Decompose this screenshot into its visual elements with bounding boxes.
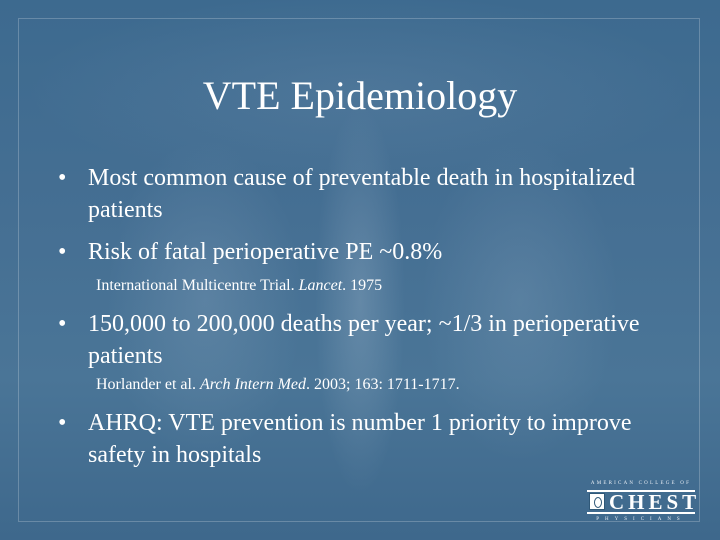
- slide-title: VTE Epidemiology: [202, 73, 518, 118]
- chest-logo: [587, 481, 701, 527]
- citation: [96, 375, 460, 395]
- citation-journal: Lancet: [298, 277, 343, 294]
- bullet-marker: •: [58, 165, 67, 191]
- citation-authors: Horlander et al.: [96, 376, 200, 393]
- citation: [96, 276, 382, 296]
- citation-authors: International Multicentre Trial.: [96, 277, 299, 294]
- bullet-text: 150,000 to 200,000 deaths per year; ~1/3 in perioperative patients: [88, 311, 640, 369]
- logo-wordmark: CHEST: [609, 490, 701, 514]
- citation-details: . 1975: [342, 277, 383, 294]
- logo-top-text: AMERICAN COLLEGE OF: [590, 481, 692, 486]
- bullet-text: Most common cause of preventable death in hospitalized patients: [88, 165, 636, 223]
- bullet-marker: •: [58, 410, 67, 436]
- logo-emblem-icon: [589, 493, 605, 510]
- bullet-marker: •: [58, 311, 67, 337]
- bullet-marker: •: [58, 239, 67, 265]
- bullet-text: AHRQ: VTE prevention is number 1 priority to improve safety in hospitals: [88, 410, 632, 468]
- bullet-text: Risk of fatal perioperative PE ~0.8%: [88, 239, 443, 265]
- logo-bottom-text: PHYSICIANS: [596, 517, 686, 522]
- citation-journal: Arch Intern Med: [199, 376, 306, 393]
- citation-details: . 2003; 163: 1711-1717.: [306, 376, 460, 393]
